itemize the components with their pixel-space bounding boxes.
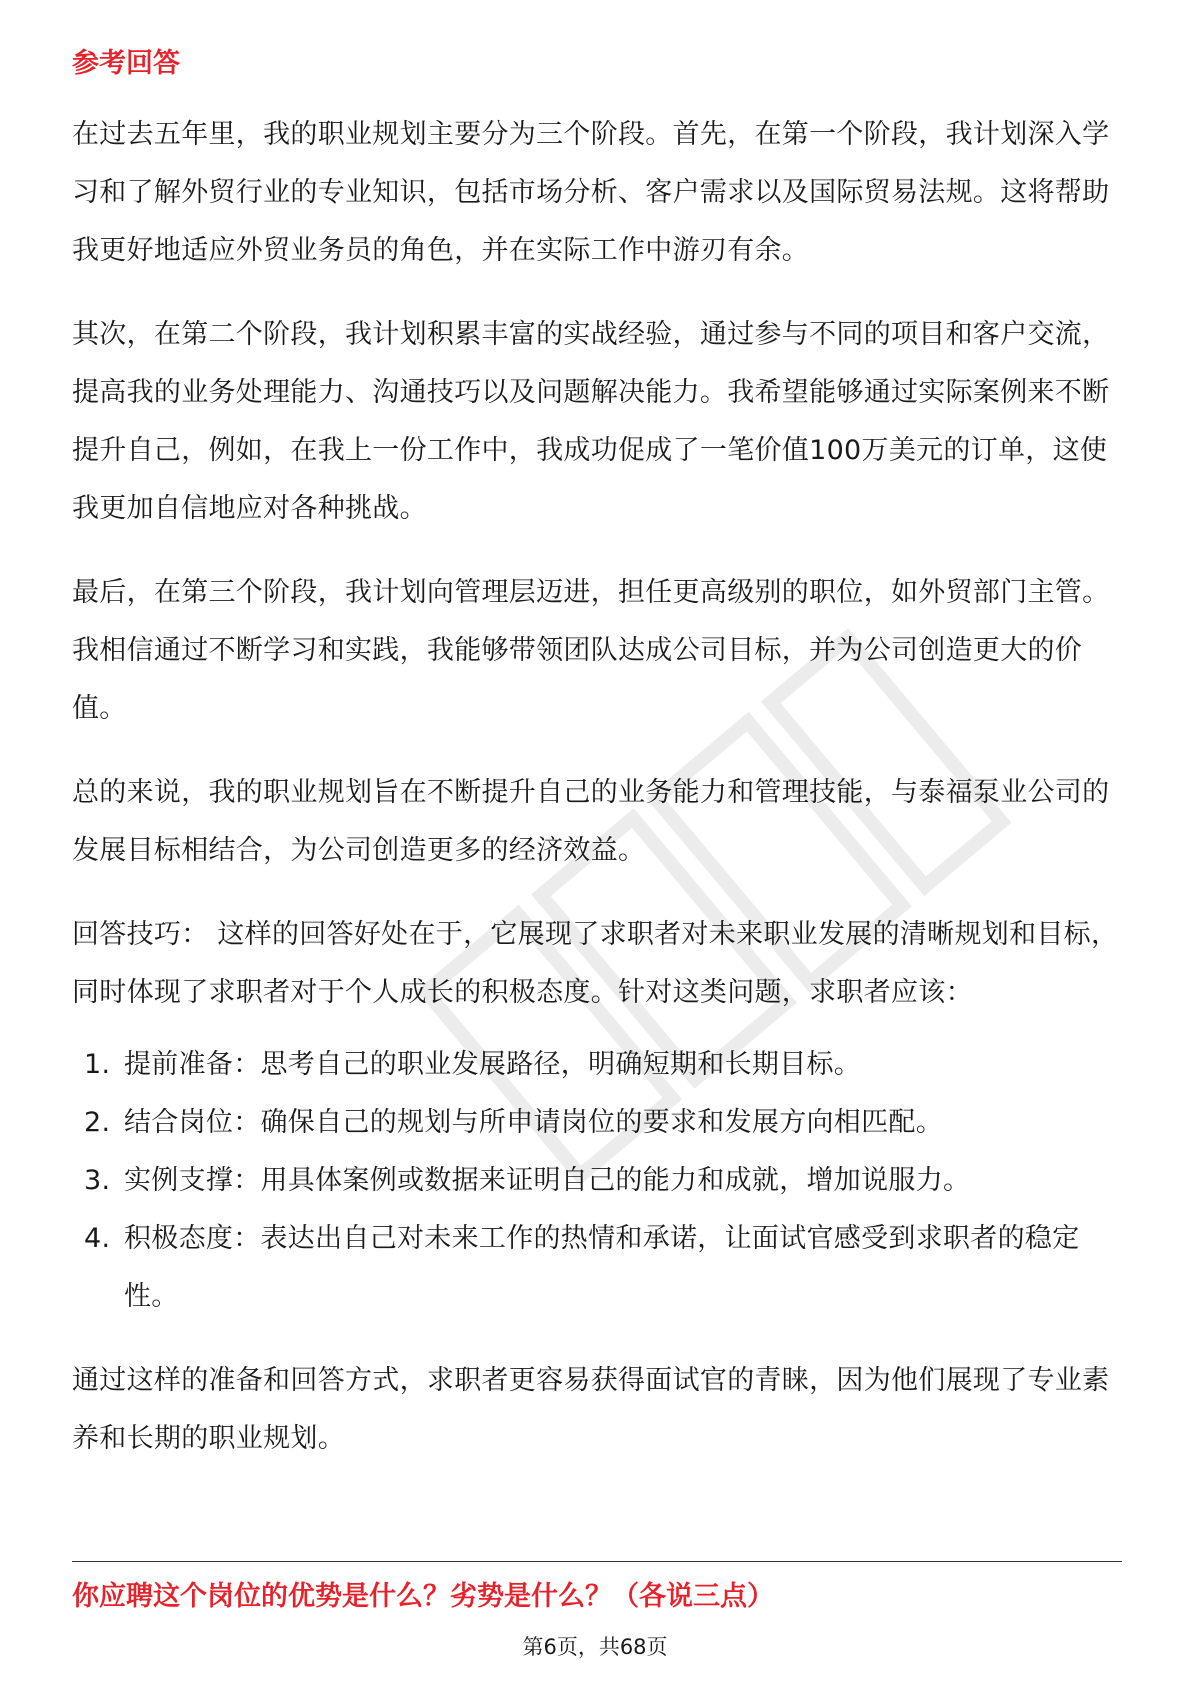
section-title: 参考回答 bbox=[72, 48, 180, 79]
list-item-number: 3. bbox=[84, 1165, 111, 1196]
list-item bbox=[72, 1094, 1122, 1152]
list-item-number: 2. bbox=[84, 1107, 111, 1138]
list-item bbox=[72, 1036, 1122, 1094]
answer-paragraph-3: 最后，在第三个阶段，我计划向管理层迈进，担任更高级别的职位，如外贸部门主管。我相信通过不断学习和实践，我能够带领团队达成公司目标，并为公司创造更大的价值。 bbox=[72, 577, 1110, 724]
answer-paragraph-1: 在过去五年里，我的职业规划主要分为三个阶段。首先，在第一个阶段，我计划深入学习和了解外贸行业的专业知识，包括市场分析、客户需求以及国际贸易法规。这将帮助我更好地适应外贸业务员的角色，并在实际工作中游刃有余。 bbox=[72, 119, 1110, 266]
list-item bbox=[72, 1152, 1122, 1210]
list-item-text: 提前准备：思考自己的职业发展路径，明确短期和长期目标。 bbox=[124, 1049, 862, 1080]
list-item-text: 结合岗位：确保自己的规划与所申请岗位的要求和发展方向相匹配。 bbox=[124, 1107, 943, 1138]
tips-intro: 回答技巧： 这样的回答好处在于，它展现了求职者对未来职业发展的清晰规划和目标，同时体现了求职者对于个人成长的积极态度。针对这类问题，求职者应该： bbox=[72, 919, 1119, 1008]
list-item-text: 积极态度：表达出自己对未来工作的热情和承诺，让面试官感受到求职者的稳定性。 bbox=[124, 1223, 1080, 1312]
closing-paragraph: 通过这样的准备和回答方式，求职者更容易获得面试官的青睐，因为他们展现了专业素养和长期的职业规划。 bbox=[72, 1365, 1110, 1454]
divider bbox=[72, 1561, 1122, 1562]
tips-list bbox=[72, 1036, 1122, 1326]
list-item-number: 4. bbox=[84, 1223, 111, 1254]
document-body bbox=[72, 44, 1122, 1494]
answer-paragraph-2: 其次，在第二个阶段，我计划积累丰富的实战经验，通过参与不同的项目和客户交流，提高我的业务处理能力、沟通技巧以及问题解决能力。我希望能够通过实际案例来不断提升自己，例如，在我上一份工作中，我成功促成了一笔价值100万美元的订单，这使我更加自信地应对各种挑战。 bbox=[72, 319, 1110, 524]
page-number: 第6页，共68页 bbox=[522, 1635, 668, 1659]
next-question-heading: 你应聘这个岗位的优势是什么？劣势是什么？（各说三点） bbox=[72, 1581, 774, 1612]
list-item-number: 1. bbox=[84, 1049, 111, 1080]
list-item bbox=[72, 1210, 1122, 1326]
answer-paragraph-4: 总的来说，我的职业规划旨在不断提升自己的业务能力和管理技能，与泰福泵业公司的发展目标相结合，为公司创造更多的经济效益。 bbox=[72, 777, 1110, 866]
list-item-text: 实例支撑：用具体案例或数据来证明自己的能力和成就，增加说服力。 bbox=[124, 1165, 971, 1196]
